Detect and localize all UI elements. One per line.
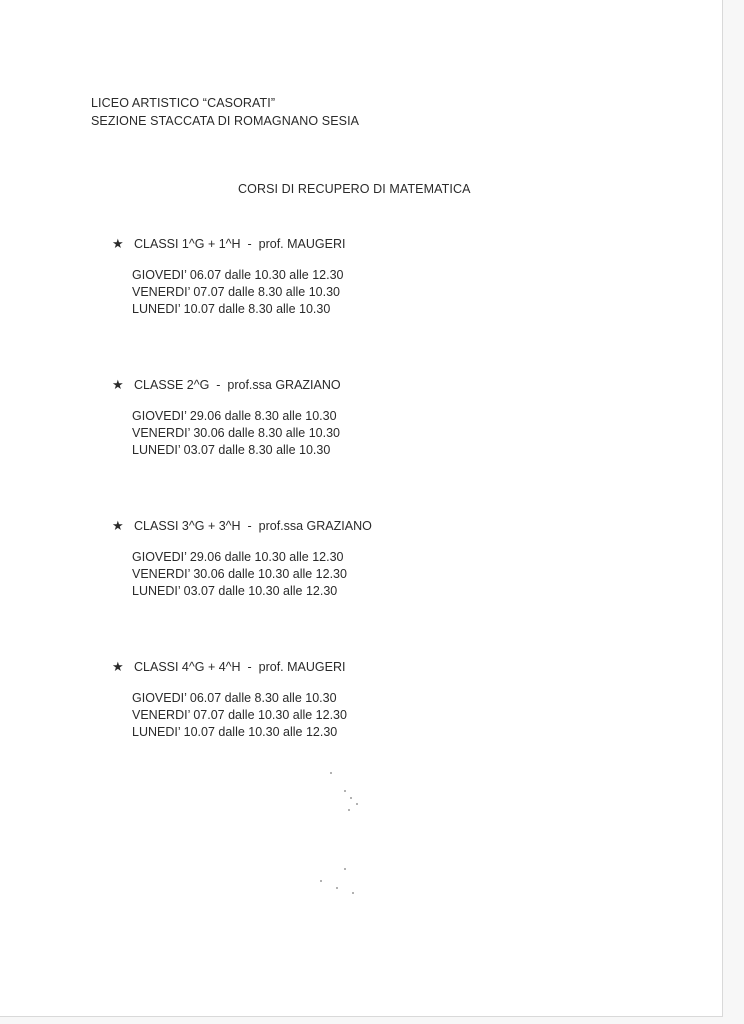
star-icon: ★ [112, 659, 124, 674]
schedule-item: LUNEDI’ 10.07 dalle 8.30 alle 10.30 [132, 302, 331, 316]
star-icon: ★ [112, 377, 124, 392]
school-name: LICEO ARTISTICO “CASORATI” [91, 96, 276, 110]
schedule-item: GIOVEDI’ 06.07 dalle 8.30 alle 10.30 [132, 691, 337, 705]
schedule-list [132, 549, 372, 600]
school-header [91, 94, 359, 130]
course-section [112, 517, 372, 600]
schedule-item: VENERDI’ 30.06 dalle 8.30 alle 10.30 [132, 426, 341, 440]
schedule-item: LUNEDI’ 03.07 dalle 8.30 alle 10.30 [132, 443, 331, 457]
course-section [112, 235, 345, 318]
course-section [112, 658, 347, 741]
schedule-item: VENERDI’ 30.06 dalle 10.30 alle 12.30 [132, 567, 347, 581]
schedule-item: GIOVEDI’ 06.07 dalle 10.30 alle 12.30 [132, 268, 344, 282]
schedule-list [132, 267, 345, 318]
schedule-item: GIOVEDI’ 29.06 dalle 8.30 alle 10.30 [132, 409, 337, 423]
schedule-item: VENERDI’ 07.07 dalle 8.30 alle 10.30 [132, 285, 341, 299]
schedule-list [132, 690, 347, 741]
course-section [112, 376, 341, 459]
schedule-item: LUNEDI’ 10.07 dalle 10.30 alle 12.30 [132, 725, 338, 739]
schedule-item: VENERDI’ 07.07 dalle 10.30 alle 12.30 [132, 708, 347, 722]
document-title: CORSI DI RECUPERO DI MATEMATICA [238, 182, 471, 196]
section-heading: CLASSI 4^G + 4^H - prof. MAUGERI [134, 660, 346, 674]
section-heading: CLASSI 3^G + 3^H - prof.ssa GRAZIANO [134, 519, 372, 533]
star-icon: ★ [112, 518, 124, 533]
schedule-item: GIOVEDI’ 29.06 dalle 10.30 alle 12.30 [132, 550, 344, 564]
school-branch: SEZIONE STACCATA DI ROMAGNANO SESIA [91, 114, 360, 128]
star-icon: ★ [112, 236, 124, 251]
schedule-list [132, 408, 341, 459]
schedule-item: LUNEDI’ 03.07 dalle 10.30 alle 12.30 [132, 584, 338, 598]
section-heading: CLASSI 1^G + 1^H - prof. MAUGERI [134, 237, 346, 251]
section-heading: CLASSE 2^G - prof.ssa GRAZIANO [134, 378, 341, 392]
